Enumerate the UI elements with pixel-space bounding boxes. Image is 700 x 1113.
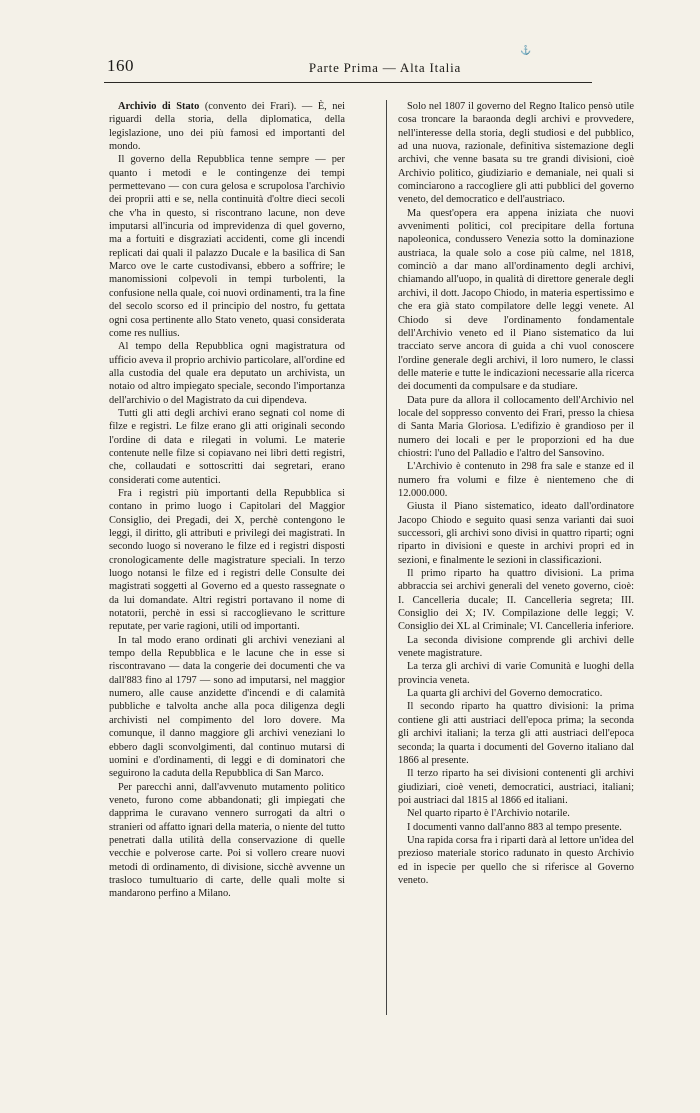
paragraph: La quarta gli archivi del Governo democratico. (407, 688, 603, 700)
paragraph-text: (convento dei Frari). — È, nei riguardi della storia, della diplomatica, della legislazione, uno dei più famosi ed importanti del mondo. (109, 101, 345, 153)
column-divider (386, 100, 387, 1015)
paragraph: Il primo riparto ha quattro divisioni. La prima abbraccia sei archivi generali del veneto governo, cioè: I. Cancelleria ducale; II. Cancelleria segreta; III. Consiglio dei X; IV. Compilazione delle leggi; V. Consiglio dei XL al Criminale; VI. Cancelleria inferiore. (398, 568, 634, 633)
paragraph: Al tempo della Repubblica ogni magistratura od ufficio aveva il proprio archivio particolare, all'ordine ed alla custodia del quale era deputato un archivista, un notaio od altro impiegato speciale, secondo l'importanza dell'archivio o del Magistrato da cui dipendeva. (109, 341, 345, 406)
paragraph: I documenti vanno dall'anno 883 al tempo presente. (407, 821, 622, 833)
paragraph: L'Archivio è contenuto in 298 fra sale e stanze ed il numero fra volumi e filze è nientemeno che di 12.000.000. (398, 461, 634, 499)
paragraph: La terza gli archivi di varie Comunità e luoghi della provincia veneta. (398, 661, 634, 686)
page-number: 160 (107, 56, 134, 75)
paragraph: Il terzo riparto ha sei divisioni contenenti gli archivi giudiziari, cioè veneti, democratici, austriaci, italiani; poi austriaci dal 1815 al 1866 ed italiani. (398, 768, 634, 806)
paragraph: Fra i registri più importanti della Repubblica si contano in primo luogo i Capitolari del Maggior Consiglio, dei Pregadi, dei X, perchè contengono le leggi, il diritto, gli attributi e privilegi dei magistrati. In secondo luogo si noverano le filze ed i registri disposti cronologicamente delle magistrature speciali. In terzo luogo notansi le filze ed i registri delle Consulte dei magistrati soggetti al Governo ed a questo rassegnate o da lui domandate. Altri registri portavano il nome di notatorii, perchè in essi si raccoglievano le scritture reputate, per varie ragioni, utili od importanti. (109, 487, 345, 633)
paragraph: Tutti gli atti degli archivi erano segnati col nome di filze e registri. Le filze erano gli atti originali secondo l'ordine di data e rilegati in volumi. Le materie contenute nelle filze si copiavano nei libri detti registri, che, collaudati e sottoscritti dai segretari, erano considerati come autentici. (109, 407, 345, 486)
right-column (398, 100, 634, 887)
paragraph: Il secondo riparto ha quattro divisioni: la prima contiene gli atti austriaci dell'epoca prima; la seconda gli archivi italiani; la terza gli atti austriaci dell'epoca seconda; la quarta i documenti del Governo italiano dal 1866 al presente. (398, 701, 634, 766)
paragraph (109, 100, 345, 153)
running-title: Parte Prima — Alta Italia (308, 60, 462, 75)
paragraph: Il governo della Repubblica tenne sempre — per quanto i metodi e le contingenze dei tempi permettevano — con cura gelosa e scrupolosa l'archivio dei proprii atti e se, nella continuità d'oltre dieci secoli che v'ha in questo, si riscontrano lacune, non deve imputarsi all'incuria od imprevidenza di quel governo, ma a fortuiti e disgraziati accidenti, come gli incendi replicati dai quali il palazzo Ducale e la basilica di San Marco ove le carte custodivansi, ebbero a soffrire; le manomissioni colpevoli in tempi turbolenti, la confusione nella quale, coi nuovi ordinamenti, tra la fine del secolo scorso ed il principio del nostro, fu gettata ogni cosa pertinente allo Stato veneto, quasi considerata come res nullius. (109, 154, 345, 339)
paragraph: Ma quest'opera era appena iniziata che nuovi avvenimenti politici, col precipitare della fortuna napoleonica, condussero Venezia sotto la dominazione austriaca, la quale solo a cose più calme, nel 1818, cominciò a dar mano all'ordinamento degli archivi, chiamando all'uopo, in qualità di direttore generale degli archivi, il dott. Jacopo Chiodo, in materia espertissimo e che era già stato compilatore delle leggi venete. Al Chiodo si deve l'ordinamento fondamentale dell'Archivio veneto ed il Piano sistematico da lui tracciato serve ancora di guida a chi vuol conoscere l'ordine generale degli archivi, il loro numero, le classi delle materie e tutte le indicazioni necessarie alla ricerca dei documenti da compulsare e da studiare. (398, 207, 634, 393)
paragraph: Nel quarto riparto è l'Archivio notarile. (407, 808, 570, 820)
paragraph: Una rapida corsa fra i riparti darà al lettore un'idea del prezioso materiale storico radunato in questo Archivio ed in ispecie per quello che si riferisce al Governo veneto. (398, 834, 634, 886)
left-column (109, 100, 345, 901)
paragraph: In tal modo erano ordinati gli archivi veneziani al tempo della Repubblica e le lacune che in esse si riscontravano — data la congerie dei documenti che va dall'883 fino al 1797 — sono ad imputarsi, nel maggior numero, alle cause anzidette d'incendi e di calamità pubbliche e talvolta anche alla poca diligenza degli archivisti nel compimento del loro dovere. Ma comunque, il danno maggiore gli archivi veneziani lo ebbero dagli sconvolgimenti, dal continuo mutarsi di uomini e d'ordinamenti, di leggi e di dominatori che seguirono la caduta della Repubblica di San Marco. (109, 634, 345, 780)
paragraph: Per parecchi anni, dall'avvenuto mutamento politico veneto, furono come abbandonati; gli impiegati che dapprima le curavano vennero surrogati da altri o stranieri od affatto ignari della materia, o niente del tutto penetrati dalla utilità della conservazione di quelle vecchie e polverose carte. Poi si vollero creare nuovi metodi di ordinamento, di divisione, sicchè avvenne un trasloco tumultuario di carte, delle quali molte si mandarono perfino a Milano. (109, 781, 345, 900)
paragraph: Data pure da allora il collocamento dell'Archivio nel locale del soppresso convento dei Frari, presso la chiesa di Santa Maria Gloriosa. L'edifizio è grandioso per il numero dei locali e per le proporzioni ed ha due chiostri: l'uno del Palladio e l'altro del Sansovino. (398, 394, 634, 459)
paragraph: La seconda divisione comprende gli archivi delle venete magistrature. (398, 634, 634, 660)
paragraph: Giusta il Piano sistematico, ideato dall'ordinatore Jacopo Chiodo e seguito quasi senza varianti dai suoi successori, gli archivi sono divisi in quattro riparti; ogni riparto in divisioni e queste in archivi propri ed in sezioni, e finalmente le sezioni in classificazioni. (398, 501, 634, 566)
printer-mark: ⚓ (520, 45, 532, 55)
header-rule (104, 82, 592, 83)
section-heading: Archivio di Stato (118, 101, 200, 112)
paragraph: Solo nel 1807 il governo del Regno Italico pensò utile cosa troncare la baraonda degli archivi e provvedere, nell'interesse della storia, degli studiosi e del pubblico, ad una nuova, razionale, definitiva sistemazione degli archivi, che venne basata su tre grandi divisioni, cioè Archivio politico, giudiziario e demaniale, nei quali si cominciarono a raccogliere gli atti pubblici del governo veneto, del democratico e dell'austriaco. (398, 101, 634, 206)
